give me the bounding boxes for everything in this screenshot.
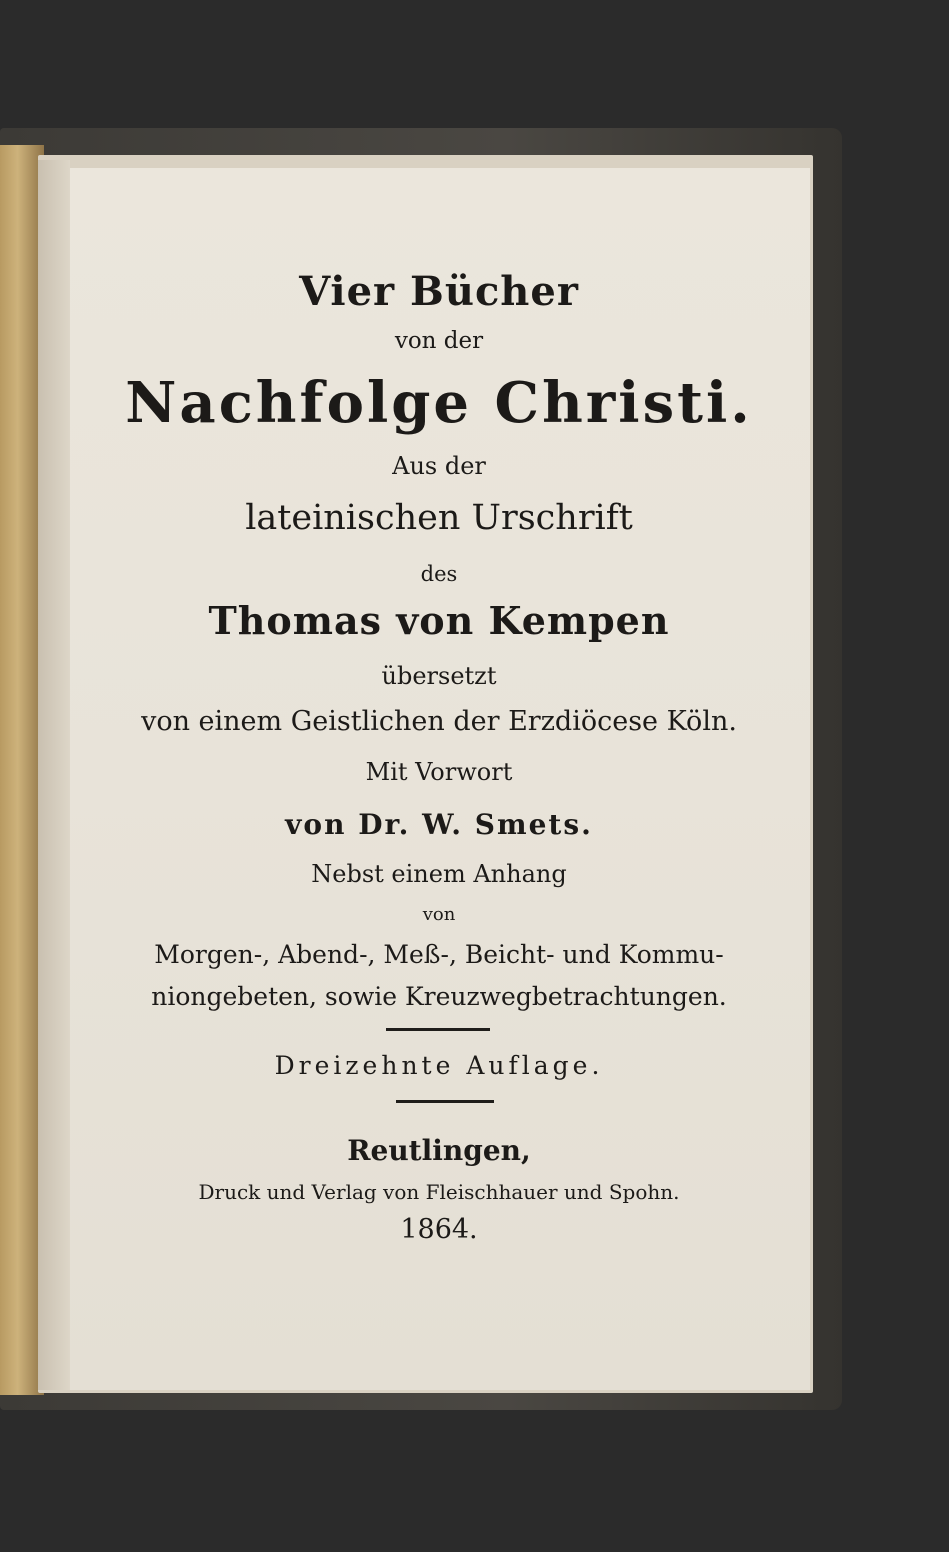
title-line-2: von der — [394, 328, 484, 354]
main-title: Nachfolge Christi. — [125, 370, 753, 436]
publisher-line: Druck und Verlag von Fleischhauer und Spohn. — [198, 1180, 680, 1204]
foreword-author: von Dr. W. Smets. — [285, 808, 593, 841]
title-line-10: Mit Vorwort — [365, 758, 513, 786]
author-name: Thomas von Kempen — [208, 598, 670, 643]
place-line: Reutlingen, — [347, 1134, 531, 1167]
title-line-1: Vier Bücher — [299, 268, 579, 315]
divider-rule-1 — [386, 1028, 490, 1031]
divider-rule-2 — [396, 1100, 494, 1103]
page-gutter — [38, 160, 70, 1390]
title-line-6: des — [420, 562, 458, 586]
title-line-15: niongebeten, sowie Kreuzwegbetrachtungen. — [151, 982, 727, 1011]
translator-line: von einem Geistlichen der Erzdiöcese Köln. — [141, 706, 737, 737]
title-line-5: lateinischen Urschrift — [245, 498, 633, 538]
year-line: 1864. — [400, 1214, 478, 1245]
title-line-4: Aus der — [392, 452, 486, 480]
title-line-13: von — [422, 904, 456, 925]
title-line-8: übersetzt — [381, 662, 497, 690]
edition-line: Dreizehnte Auflage. — [274, 1051, 604, 1080]
title-line-14: Morgen-, Abend-, Meß-, Beicht- und Kommu- — [154, 940, 724, 969]
title-line-12: Nebst einem Anhang — [311, 860, 567, 888]
